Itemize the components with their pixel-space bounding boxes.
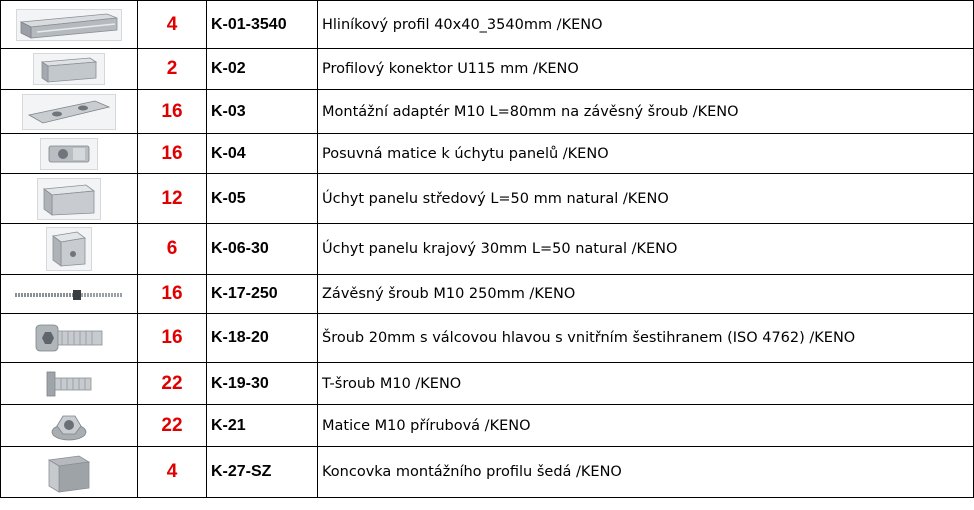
table-row: [1, 447, 974, 498]
quantity: 16: [138, 134, 207, 174]
table-row: [1, 363, 974, 405]
aluminum-profile-icon: [16, 9, 122, 41]
quantity: 16: [138, 275, 207, 314]
part-code: K-02: [207, 49, 318, 90]
quantity: 6: [138, 224, 207, 275]
u-connector-icon: [33, 53, 105, 85]
quantity: 16: [138, 90, 207, 134]
mounting-adapter-icon: [22, 94, 116, 130]
quantity: 4: [138, 1, 207, 49]
part-image-cell: [1, 363, 138, 405]
part-code: K-18-20: [207, 314, 318, 363]
quantity: 22: [138, 363, 207, 405]
part-code: K-19-30: [207, 363, 318, 405]
middle-clamp-icon: [37, 178, 101, 220]
part-image-cell: [1, 447, 138, 498]
table-row: [1, 275, 974, 314]
part-description: Úchyt panelu krajový 30mm L=50 natural /KENO: [318, 224, 974, 275]
part-description: Montážní adaptér M10 L=80mm na závěsný šroub /KENO: [318, 90, 974, 134]
part-image-cell: [1, 174, 138, 224]
part-description: Profilový konektor U115 mm /KENO: [318, 49, 974, 90]
table-row: [1, 174, 974, 224]
part-description: Úchyt panelu středový L=50 mm natural /KENO: [318, 174, 974, 224]
table-row: [1, 405, 974, 447]
sliding-nut-icon: [40, 138, 98, 170]
table-row: [1, 134, 974, 174]
part-image-cell: [1, 90, 138, 134]
part-code: K-03: [207, 90, 318, 134]
quantity: 4: [138, 447, 207, 498]
part-description: Koncovka montážního profilu šedá /KENO: [318, 447, 974, 498]
quantity: 16: [138, 314, 207, 363]
hanger-bolt-icon: [12, 287, 126, 303]
quantity: 22: [138, 405, 207, 447]
part-description: T-šroub M10 /KENO: [318, 363, 974, 405]
table-row: [1, 224, 974, 275]
part-code: K-21: [207, 405, 318, 447]
socket-screw-icon: [31, 320, 107, 356]
t-bolt-icon: [42, 367, 96, 401]
part-image-cell: [1, 275, 138, 314]
part-image-cell: [1, 134, 138, 174]
end-clamp-icon: [46, 227, 92, 271]
quantity: 12: [138, 174, 207, 224]
table-row: [1, 1, 974, 49]
part-image-cell: [1, 49, 138, 90]
table-row: [1, 314, 974, 363]
part-description: Závěsný šroub M10 250mm /KENO: [318, 275, 974, 314]
part-code: K-05: [207, 174, 318, 224]
part-code: K-04: [207, 134, 318, 174]
table-row: [1, 90, 974, 134]
part-image-cell: [1, 405, 138, 447]
part-code: K-27-SZ: [207, 447, 318, 498]
part-code: K-01-3540: [207, 1, 318, 49]
table-row: [1, 49, 974, 90]
part-description: Hliníkový profil 40x40_3540mm /KENO: [318, 1, 974, 49]
part-image-cell: [1, 224, 138, 275]
part-image-cell: [1, 1, 138, 49]
flange-nut-icon: [48, 407, 90, 445]
part-description: Šroub 20mm s válcovou hlavou s vnitřním šestihranem (ISO 4762) /KENO: [318, 314, 974, 363]
quantity: 2: [138, 49, 207, 90]
end-cap-icon: [42, 449, 96, 495]
part-image-cell: [1, 314, 138, 363]
part-code: K-17-250: [207, 275, 318, 314]
part-description: Posuvná matice k úchytu panelů /KENO: [318, 134, 974, 174]
part-description: Matice M10 přírubová /KENO: [318, 405, 974, 447]
part-code: K-06-30: [207, 224, 318, 275]
